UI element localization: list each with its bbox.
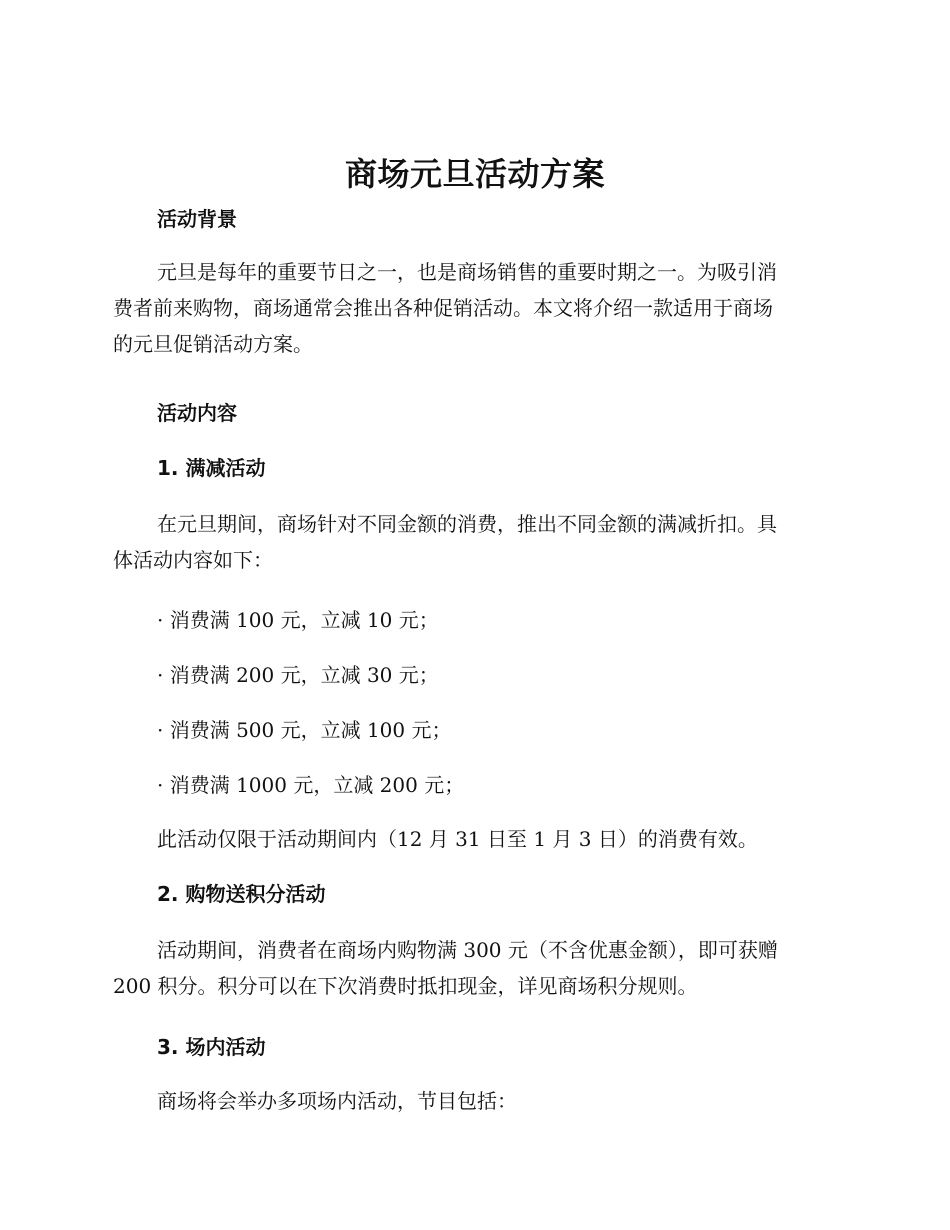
item2-heading: 2. 购物送积分活动 xyxy=(157,882,326,906)
document-title: 商场元旦活动方案 xyxy=(344,155,605,193)
paragraph-line: 体活动内容如下： xyxy=(113,548,273,572)
item3-heading: 3. 场内活动 xyxy=(157,1035,266,1059)
bullet-item: · 消费满 1000 元，立减 200 元； xyxy=(157,773,465,797)
paragraph-line: 在元旦期间，商场针对不同金额的消费，推出不同金额的满减折扣。具 xyxy=(157,512,777,536)
paragraph-line: 元旦是每年的重要节日之一，也是商场销售的重要时期之一。为吸引消 xyxy=(157,260,777,284)
item3-intro: 商场将会举办多项场内活动，节目包括： xyxy=(157,1089,517,1113)
bullet-item: · 消费满 500 元，立减 100 元； xyxy=(157,718,452,742)
paragraph-item2 xyxy=(113,932,833,1004)
bullet-item: · 消费满 100 元，立减 10 元； xyxy=(157,608,439,632)
bullet-item: · 消费满 200 元，立减 30 元； xyxy=(157,663,439,687)
paragraph-line: 的元旦促销活动方案。 xyxy=(113,332,313,356)
item1-note: 此活动仅限于活动期间内（12 月 31 日至 1 月 3 日）的消费有效。 xyxy=(157,827,758,851)
paragraph-item1 xyxy=(113,506,833,578)
section-heading-background: 活动背景 xyxy=(157,207,237,231)
paragraph-line: 活动期间，消费者在商场内购物满 300 元（不含优惠金额），即可获赠 xyxy=(157,938,778,962)
paragraph-line: 200 积分。积分可以在下次消费时抵扣现金，详见商场积分规则。 xyxy=(113,974,698,998)
section-heading-content: 活动内容 xyxy=(157,401,237,425)
paragraph-line: 费者前来购物，商场通常会推出各种促销活动。本文将介绍一款适用于商场 xyxy=(113,296,773,320)
paragraph-background xyxy=(113,254,833,362)
item1-heading: 1. 满减活动 xyxy=(157,456,266,480)
